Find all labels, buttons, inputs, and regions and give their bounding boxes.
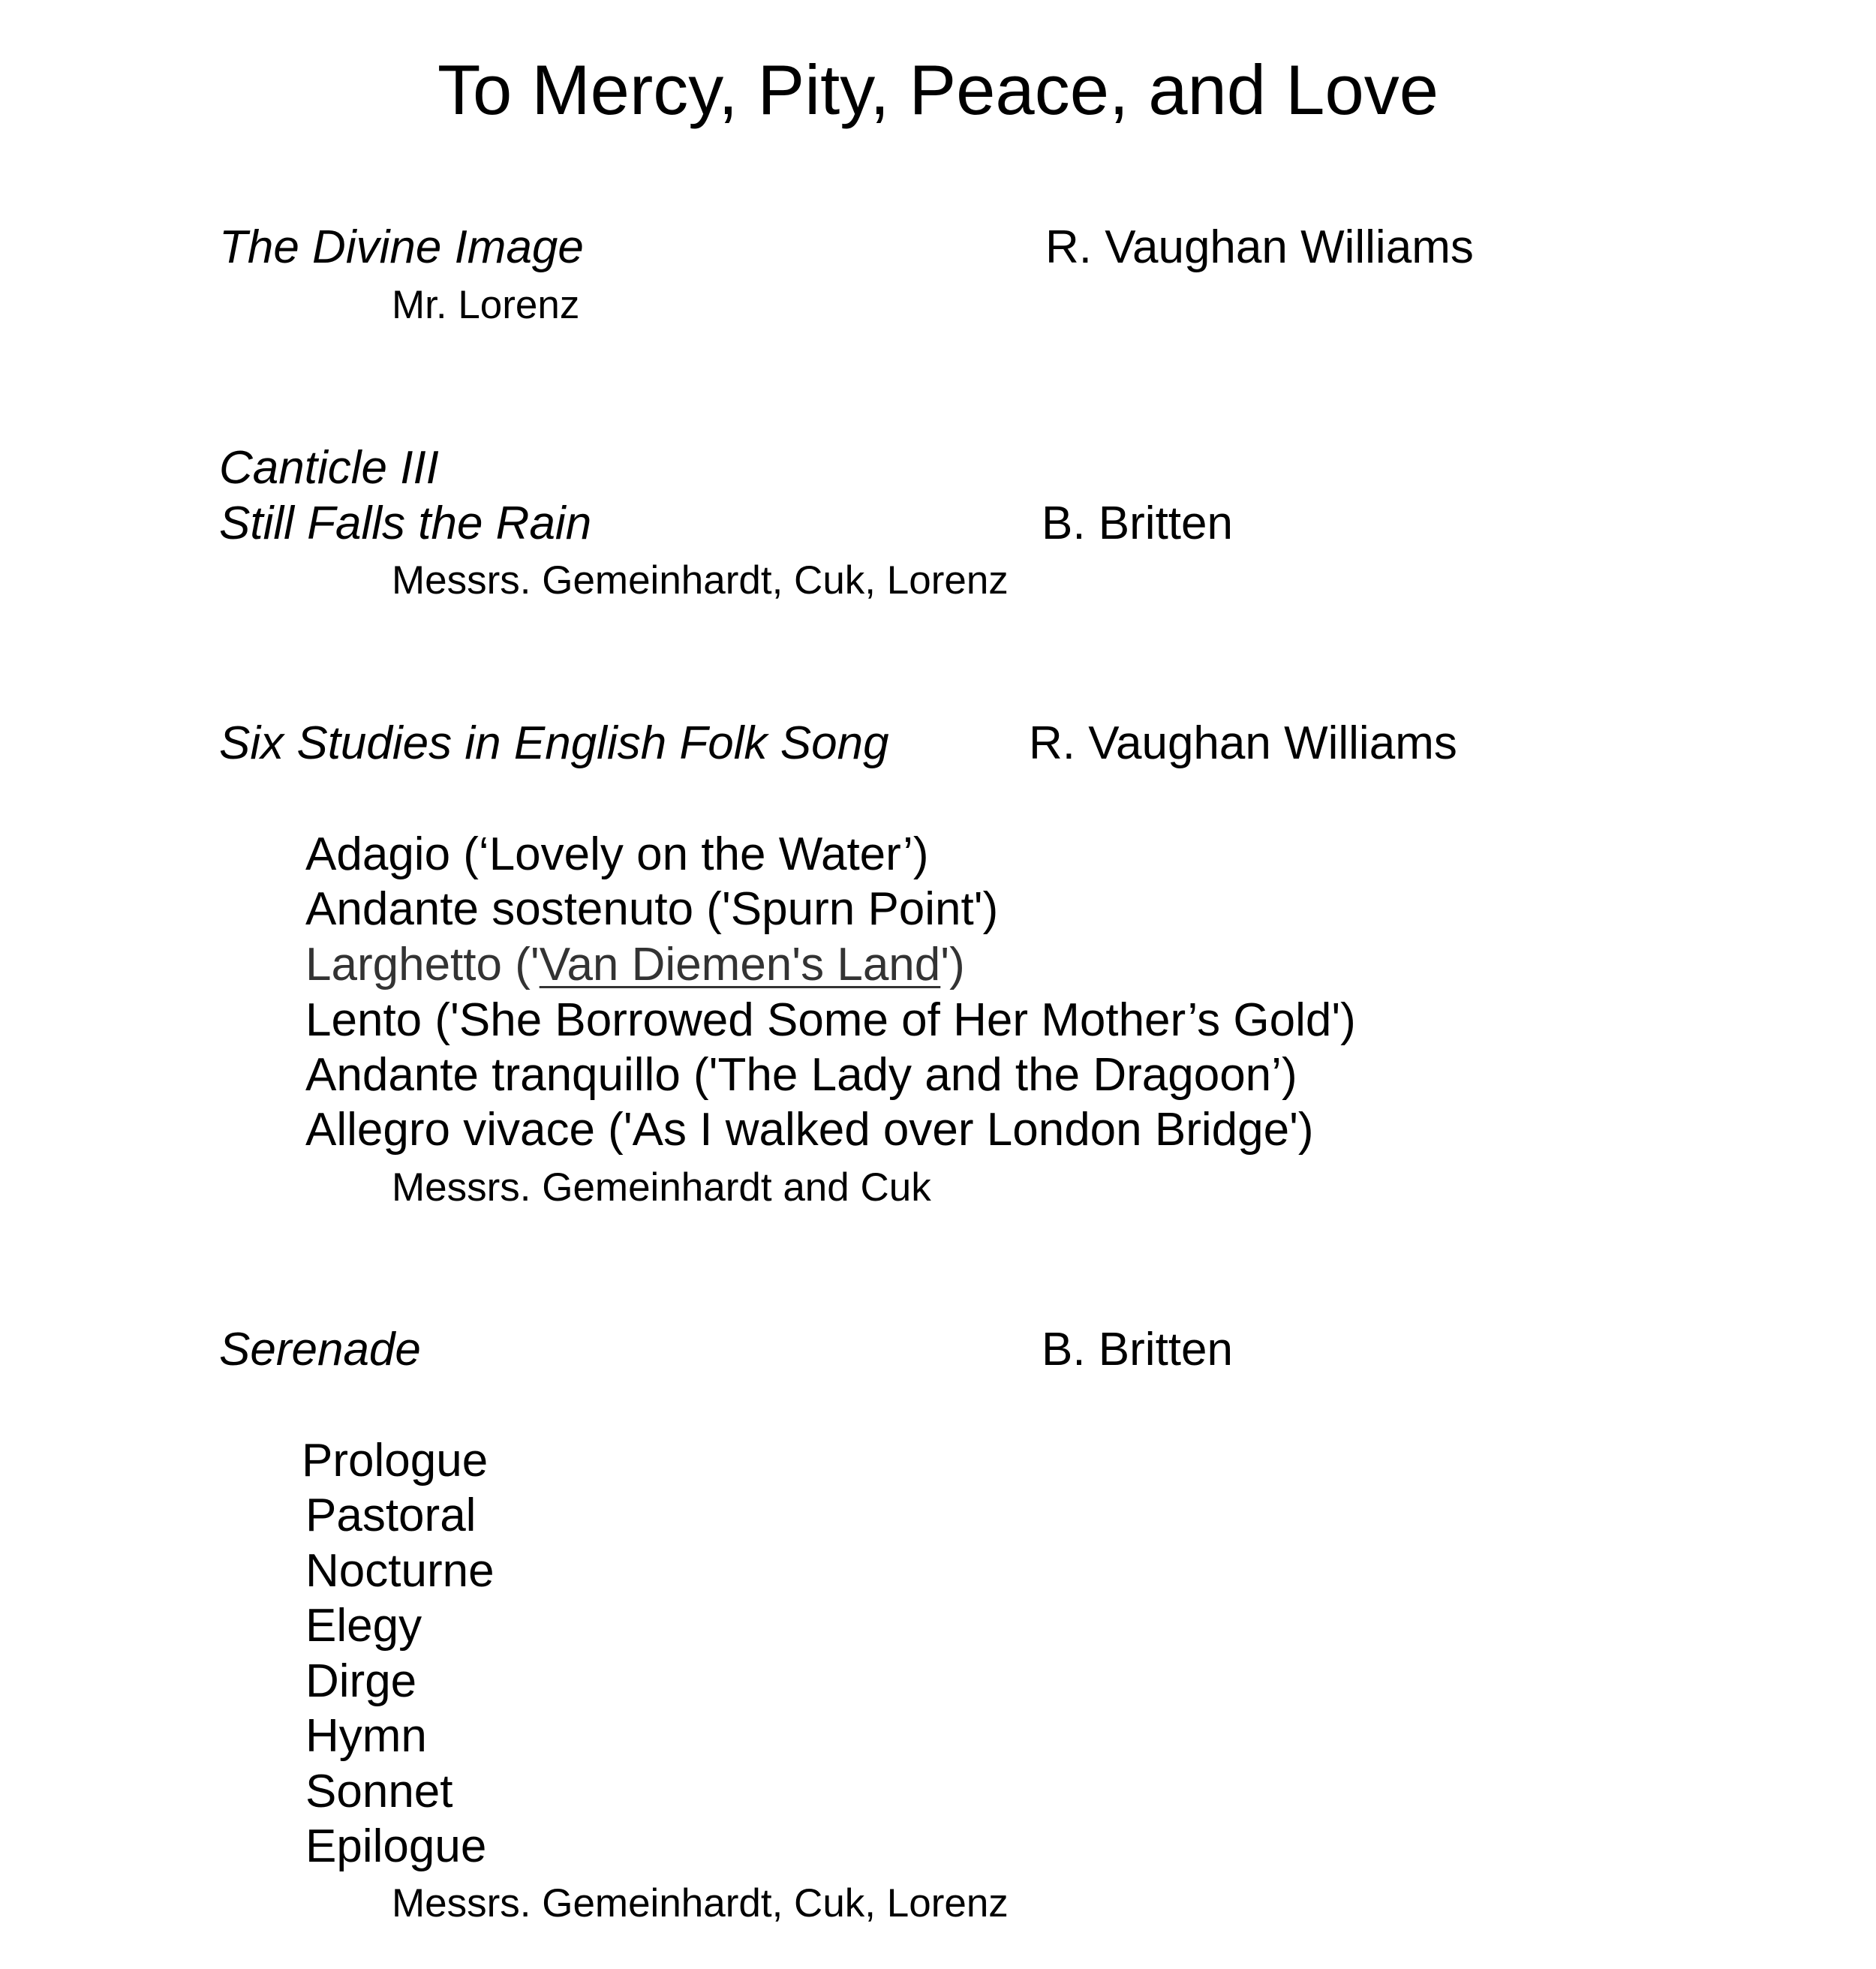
- movement-item: Adagio (‘Lovely on the Water’): [305, 828, 929, 880]
- movement-item: Sonnet: [305, 1766, 453, 1817]
- movement-item: Andante tranquillo ('The Lady and the Dragoon’): [305, 1049, 1297, 1101]
- work-title: Serenade: [219, 1324, 421, 1375]
- work-title: Six Studies in English Folk Song: [219, 717, 889, 769]
- movement-text: '): [940, 939, 965, 991]
- movement-item: Hymn: [305, 1710, 427, 1762]
- work-series-title: Canticle III: [219, 442, 439, 494]
- work-title: The Divine Image: [219, 221, 584, 273]
- movement-item: Andante sostenuto ('Spurn Point'): [305, 883, 999, 935]
- composer-name: B. Britten: [1042, 1324, 1233, 1375]
- program-title: To Mercy, Pity, Peace, and Love: [437, 50, 1439, 129]
- movement-item: Prologue: [302, 1435, 489, 1487]
- movement-item: Epilogue: [305, 1820, 487, 1872]
- movement-item: Lento ('She Borrowed Some of Her Mother’s Gold'): [305, 994, 1356, 1046]
- composer-name: R. Vaughan Williams: [1045, 221, 1474, 273]
- performers: Messrs. Gemeinhardt and Cuk: [392, 1165, 931, 1210]
- performers: Messrs. Gemeinhardt, Cuk, Lorenz: [392, 558, 1009, 603]
- composer-name: B. Britten: [1042, 498, 1233, 549]
- movement-item: Pastoral: [305, 1490, 477, 1541]
- movement-item: [305, 936, 965, 994]
- movement-item: Allegro vivace ('As I walked over London Bridge'): [305, 1104, 1314, 1156]
- movement-item: Dirge: [305, 1655, 417, 1707]
- composer-name: R. Vaughan Williams: [1029, 717, 1457, 769]
- work-title: Still Falls the Rain: [219, 498, 592, 549]
- movement-item: Nocturne: [305, 1545, 495, 1597]
- movement-link[interactable]: Van Diemen's Land: [539, 939, 941, 991]
- movement-item: Elegy: [305, 1600, 422, 1652]
- performers: Mr. Lorenz: [392, 283, 580, 327]
- movement-text: Larghetto (': [305, 939, 540, 991]
- performers: Messrs. Gemeinhardt, Cuk, Lorenz: [392, 1881, 1009, 1925]
